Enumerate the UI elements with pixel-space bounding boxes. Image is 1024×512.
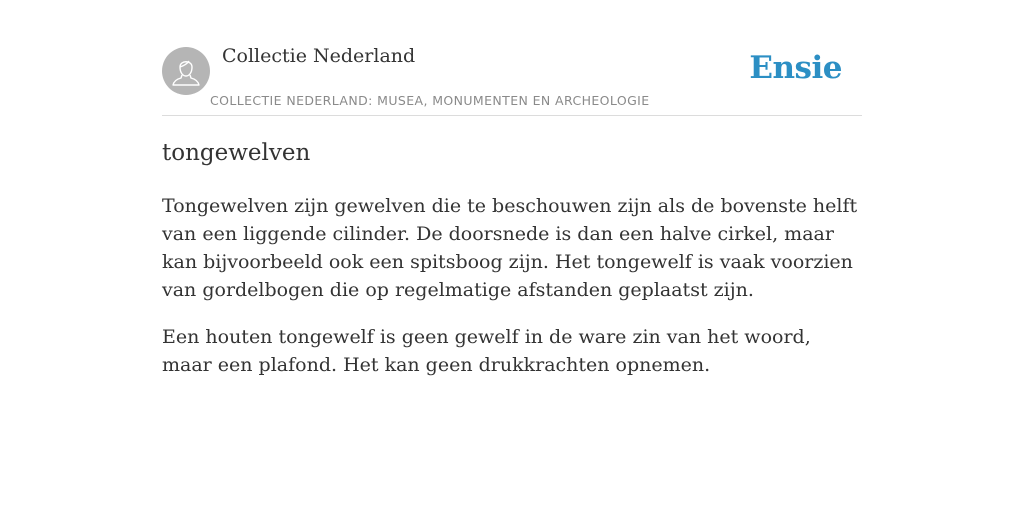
entry-paragraph: Een houten tongewelf is geen gewelf in de ware zin van het woord, maar een plafond. Het kan geen drukkrachten opnemen.: [162, 326, 811, 376]
avatar[interactable]: [162, 47, 210, 95]
collection-title[interactable]: COLLECTIE NEDERLAND: MUSEA, MONUMENTEN EN ARCHEOLOGIE: [210, 93, 650, 108]
header: [162, 40, 862, 116]
term-title: tongewelven: [162, 140, 311, 166]
user-silhouette-icon: [162, 47, 210, 95]
ensie-logo[interactable]: Ensie: [749, 50, 842, 86]
entry-paragraph: Tongewelven zijn gewelven die te beschouwen zijn als de bovenste helft van een liggende cilinder. De doorsnede is dan een halve cirkel, maar kan bijvoorbeeld ook een spitsboog zijn. Het tongewelf is vaak voorzien van gordelbogen die op regelmatige afstanden geplaatst zijn.: [162, 195, 858, 301]
entry-content: [162, 192, 862, 398]
author-name[interactable]: Collectie Nederland: [222, 45, 416, 67]
